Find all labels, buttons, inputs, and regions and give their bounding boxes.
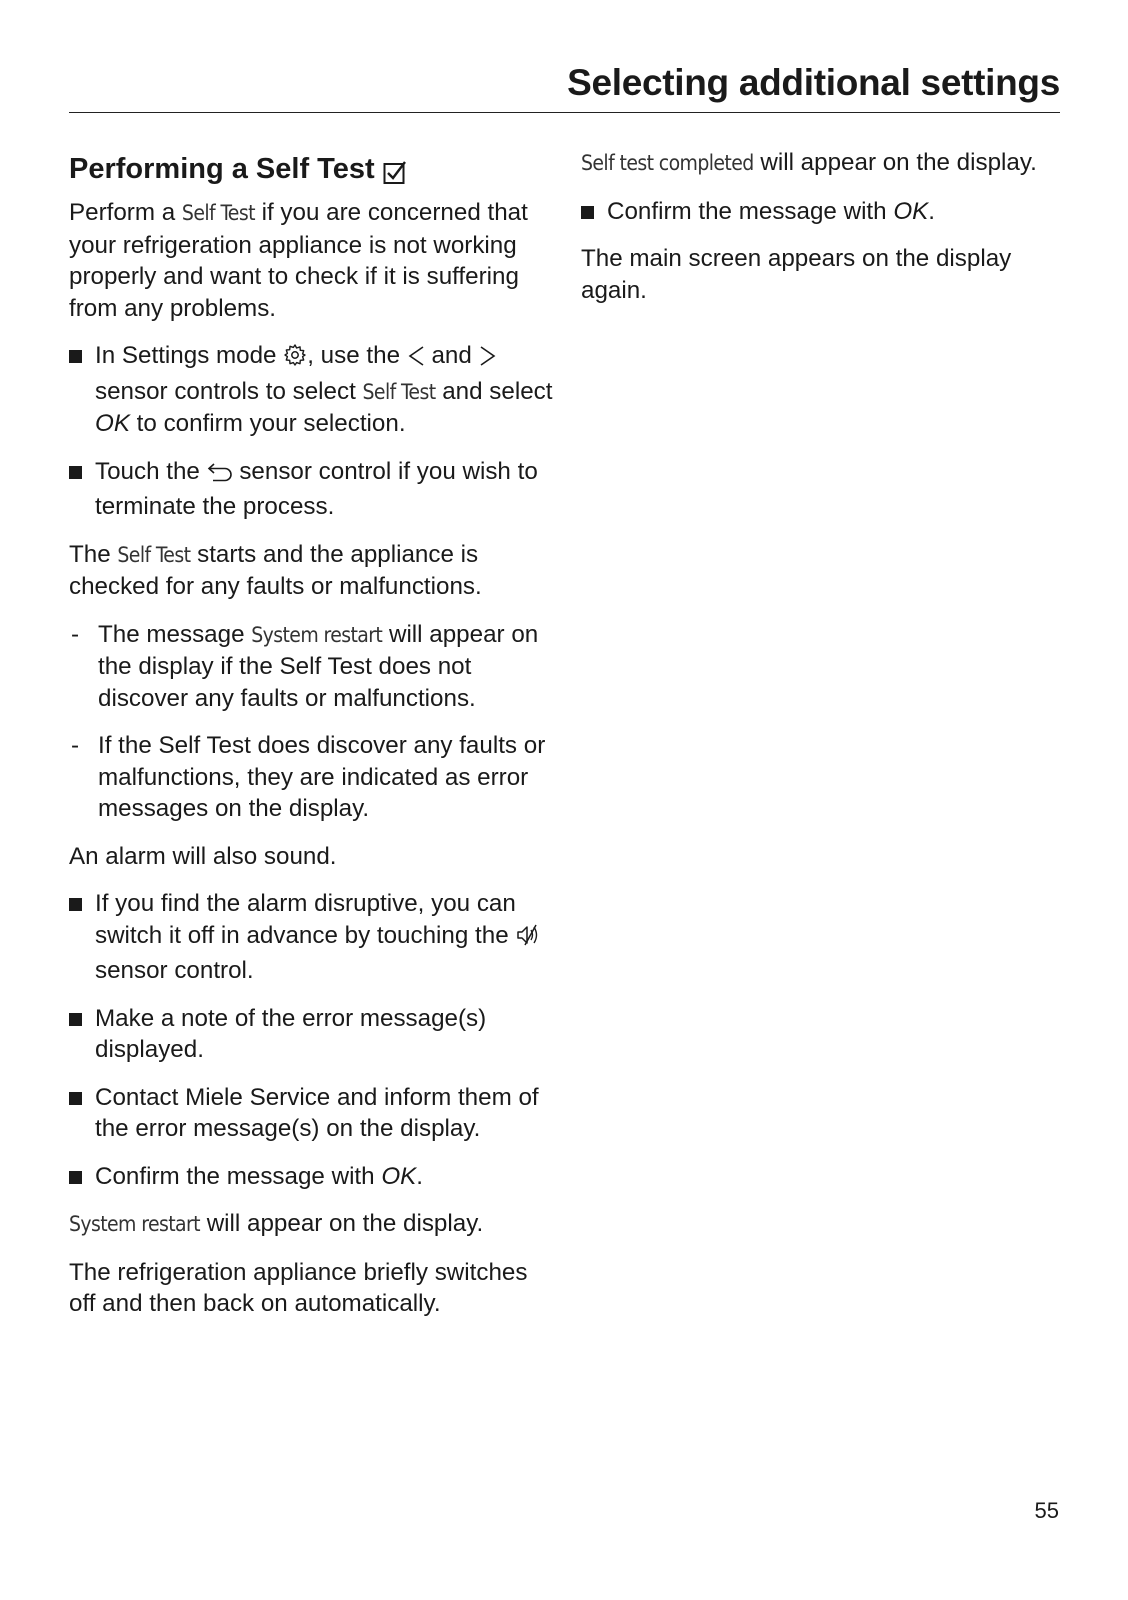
dash-marker: - — [71, 732, 80, 759]
paragraph: The refrigeration appliance briefly switches off and then back on automatically. — [69, 1258, 528, 1317]
bullet-square — [581, 206, 594, 219]
bullet-square — [69, 350, 82, 363]
back-arrow-icon — [207, 460, 233, 492]
intro-paragraph: Perform a Self Test if you are concerned that your refrigeration appliance is not working properly and want to check if it is suffering from any problems. — [69, 199, 528, 322]
chevron-left-icon — [407, 344, 425, 376]
bullet-square — [69, 1092, 82, 1105]
gear-icon — [283, 343, 307, 376]
page-title: Selecting additional settings — [567, 62, 1060, 103]
display-text: System restart — [251, 622, 383, 647]
dash-item: - The message System restart will appear on the display if the Self Test does not discover any faults or malfunctions. — [71, 620, 539, 712]
display-text: System restart — [69, 1212, 200, 1236]
left-column — [69, 140, 554, 1336]
dash-item: - If the Self Test does discover any faults or malfunctions, they are indicated as error messages on the display. — [71, 732, 546, 822]
instruction-step: If you find the alarm disruptive, you can switch it off in advance by touching the sensor control. — [69, 888, 554, 987]
section-title-text: Performing a Self Test — [69, 153, 375, 185]
display-text: Self Test — [181, 201, 255, 225]
paragraph: An alarm will also sound. — [69, 842, 337, 870]
bullet-square — [69, 898, 82, 911]
instruction-step: Touch the sensor control if you wish to terminate the process. — [69, 456, 554, 523]
instruction-step: Confirm the message with OK. — [581, 196, 1066, 228]
bullet-square — [69, 1013, 82, 1026]
instruction-step: Make a note of the error message(s) displayed. — [69, 1003, 554, 1066]
paragraph: The main screen appears on the display again. — [581, 245, 1012, 304]
paragraph: Self test completed will appear on the display. — [581, 149, 1037, 176]
section-title — [69, 150, 554, 188]
page-header — [69, 62, 1060, 113]
buzzer-off-icon — [515, 923, 543, 956]
bullet-square — [69, 466, 82, 479]
page-number: 55 — [1034, 1498, 1059, 1523]
paragraph: The Self Test starts and the appliance is checked for any faults or malfunctions. — [69, 540, 482, 600]
display-text: Self Test — [362, 379, 436, 404]
dash-marker: - — [71, 620, 80, 648]
instruction-step: Confirm the message with OK. — [69, 1161, 554, 1193]
instruction-step: In Settings mode , use the and sensor controls to select Self Test and select OK to confirm your selection. — [69, 340, 554, 440]
chevron-right-icon — [479, 344, 497, 376]
checkbox-tick-icon — [383, 157, 407, 181]
bullet-square — [69, 1171, 82, 1184]
right-column — [581, 147, 1066, 322]
display-text: Self Test — [117, 542, 191, 567]
instruction-step: Contact Miele Service and inform them of the error message(s) on the display. — [69, 1082, 554, 1145]
paragraph: System restart will appear on the display. — [69, 1210, 484, 1237]
display-text: Self test completed — [581, 151, 754, 175]
